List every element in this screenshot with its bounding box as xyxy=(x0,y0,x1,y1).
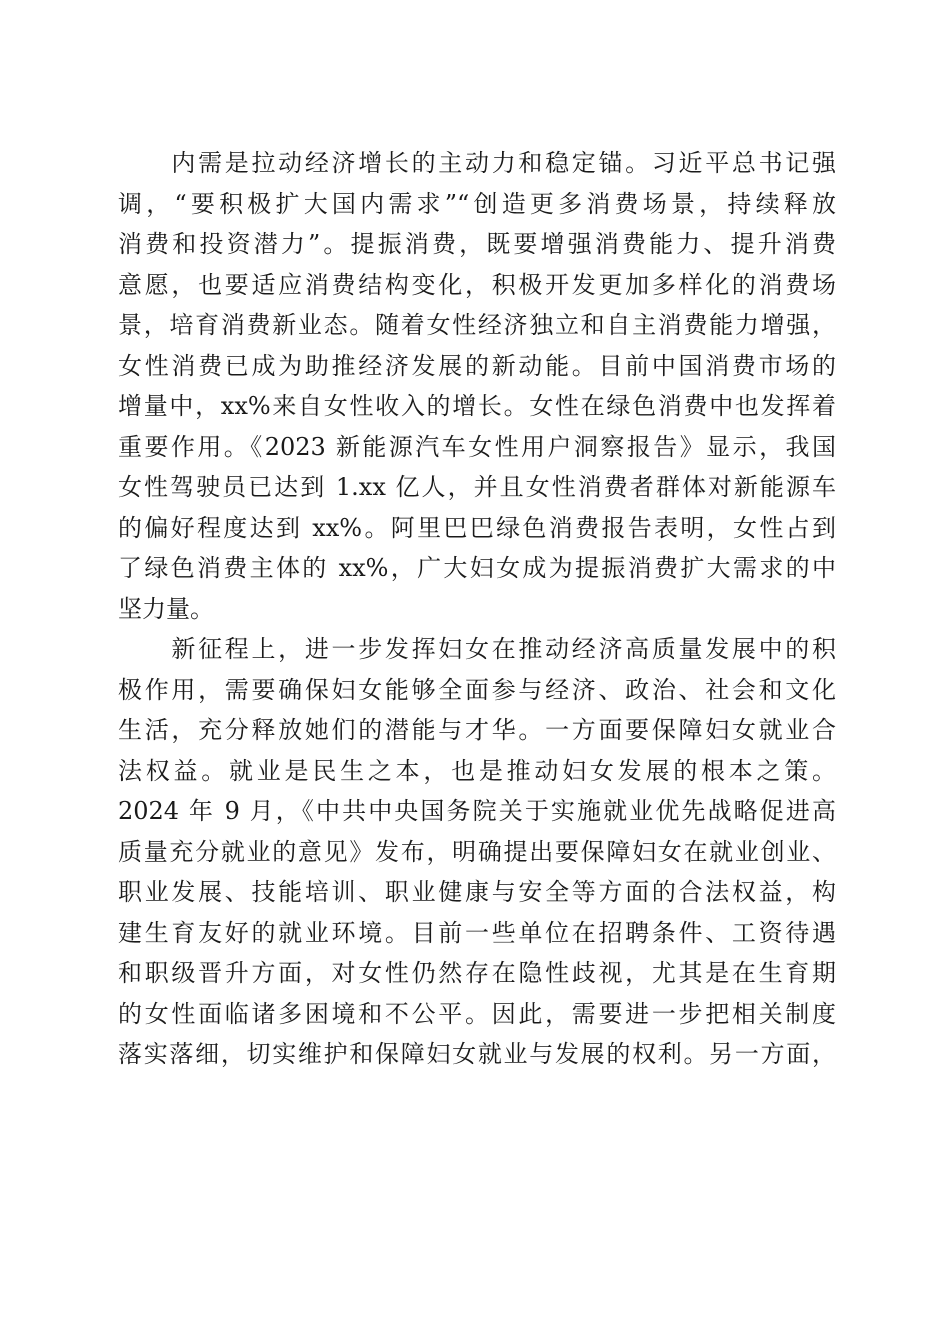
text-line: 内需是拉动经济增长的主动力和稳定锚。习近平总书记强 xyxy=(118,149,836,177)
text-line: 的偏好程度达到 xx%。阿里巴巴绿色消费报告表明，女性占到 xyxy=(118,513,836,542)
text-line: 极作用，需要确保妇女能够全面参与经济、政治、社会和文化 xyxy=(118,675,836,704)
text-line: 2024 年 9 月，《中共中央国务院关于实施就业优先战略促进高 xyxy=(118,797,836,825)
text-line: 意愿，也要适应消费结构变化，积极开发更加多样化的消费场 xyxy=(118,270,836,299)
text-line: 女性消费已成为助推经济发展的新动能。目前中国消费市场的 xyxy=(118,351,836,380)
document-body xyxy=(118,143,836,1075)
text-line: 建生育友好的就业环境。目前一些单位在招聘条件、工资待遇 xyxy=(118,918,836,947)
text-line: 的女性面临诸多困境和不公平。因此，需要进一步把相关制度 xyxy=(118,999,836,1028)
text-line: 女性驾驶员已达到 1.xx 亿人，并且女性消费者群体对新能源车 xyxy=(118,473,836,501)
paragraph-domestic-demand xyxy=(118,143,836,629)
text-line: 调，“要积极扩大国内需求”“创造更多消费场景，持续释放 xyxy=(118,189,836,218)
text-line: 景，培育消费新业态。随着女性经济独立和自主消费能力增强， xyxy=(118,311,836,339)
text-line: 法权益。就业是民生之本，也是推动妇女发展的根本之策。 xyxy=(118,756,836,785)
text-line: 增量中，xx%来自女性收入的增长。女性在绿色消费中也发挥着 xyxy=(118,392,836,420)
text-line: 新征程上，进一步发挥妇女在推动经济高质量发展中的积 xyxy=(118,635,836,663)
text-line: 重要作用。《2023 新能源汽车女性用户洞察报告》显示，我国 xyxy=(118,432,836,461)
paragraph-women-employment xyxy=(118,629,836,1075)
text-line: 消费和投资潜力”。提振消费，既要增强消费能力、提升消费 xyxy=(118,230,836,258)
text-line: 落实落细，切实维护和保障妇女就业与发展的权利。另一方面， xyxy=(118,1040,836,1068)
text-line: 质量充分就业的意见》发布，明确提出要保障妇女在就业创业、 xyxy=(118,837,836,866)
text-line: 坚力量。 xyxy=(118,594,214,623)
text-line: 生活，充分释放她们的潜能与才华。一方面要保障妇女就业合 xyxy=(118,716,836,744)
text-line: 了绿色消费主体的 xx%，广大妇女成为提振消费扩大需求的中 xyxy=(118,554,836,582)
text-line: 职业发展、技能培训、职业健康与安全等方面的合法权益，构 xyxy=(118,878,836,906)
text-line: 和职级晋升方面，对女性仍然存在隐性歧视，尤其是在生育期 xyxy=(118,959,836,987)
